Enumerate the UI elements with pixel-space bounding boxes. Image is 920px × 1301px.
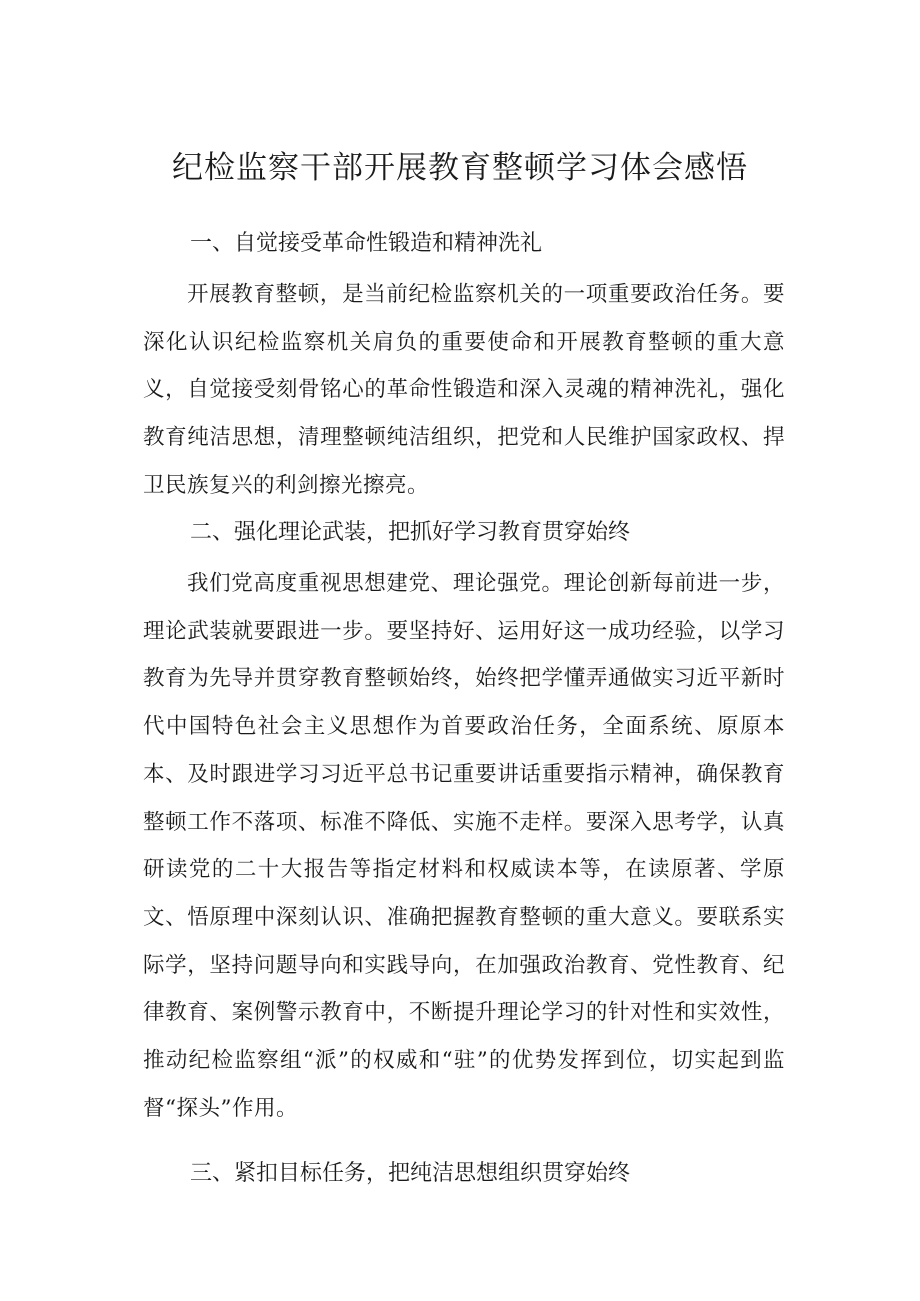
section-3-heading: 三、紧扣目标任务，把纯洁思想组织贯穿始终: [190, 1161, 631, 1186]
section-2-heading: 二、强化理论武装，把抓好学习教育贯穿始终: [190, 520, 631, 545]
section-2-paragraph: 我们党高度重视思想建党、理论强党。理论创新每前进一步，理论武装就要跟进一步。要坚持好、运用好这一成功经验，以学习教育为先导并贯穿教育整顿始终，始终把学懂弄通做实习近平新时代中国特色社会主义思想作为首要政治任务，全面系统、原原本本、及时跟进学习习近平总书记重要讲话重要指示精神，确保教育整顿工作不落项、标准不降低、实施不走样。要深入思考学，认真研读党的二十大报告等指定材料和权威读本等，在读原著、学原文、悟原理中深刻认识、准确把握教育整顿的重大意义。要联系实际学，坚持问题导向和实践导向，在加强政治教育、党性教育、纪律教育、案例警示教育中，不断提升理论学习的针对性和实效性，推动纪检监察组“派”的权威和“驻”的优势发挥到位，切实起到监督“探头”作用。: [143, 571, 785, 1121]
section-1-heading: 一、自觉接受革命性锻造和精神洗礼: [190, 231, 543, 256]
section-1-paragraph: 开展教育整顿，是当前纪检监察机关的一项重要政治任务。要深化认识纪检监察机关肩负的重要使命和开展教育整顿的重大意义，自觉接受刻骨铭心的革命性锻造和深入灵魂的精神洗礼，强化教育纯洁思想，清理整顿纯洁组织，把党和人民维护国家政权、捍卫民族复兴的利剑擦光擦亮。: [143, 282, 785, 498]
document-title: 纪检监察干部开展教育整顿学习体会感悟: [172, 150, 748, 186]
